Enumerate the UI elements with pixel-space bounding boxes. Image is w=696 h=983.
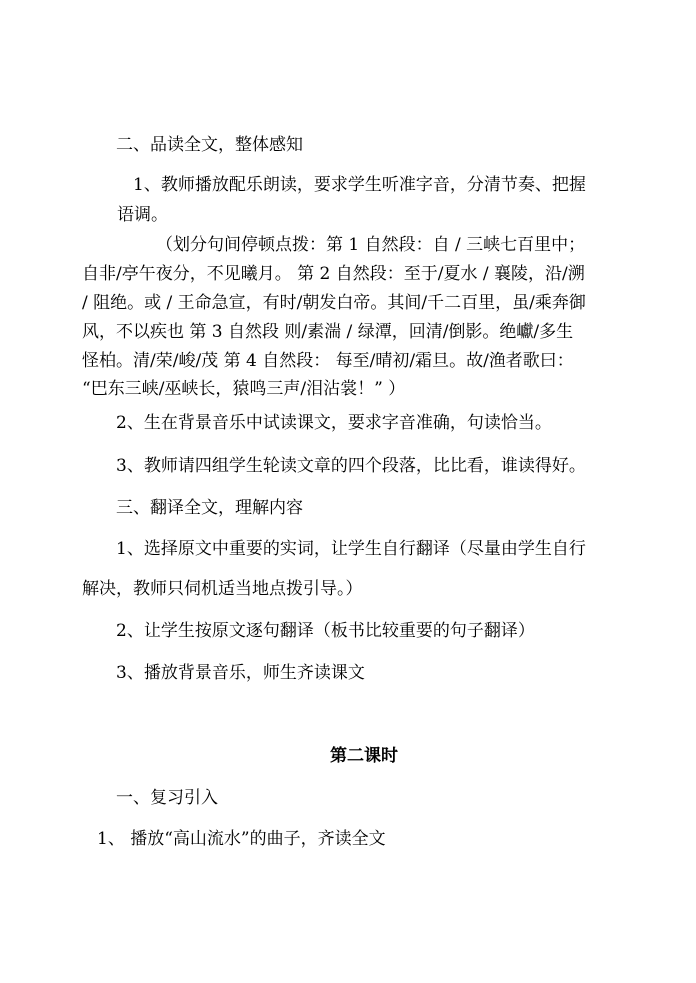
pause-note-line-3: / 阻绝。或 / 王命急宣，有时/朝发白帝。其间/千二百里，虽/乘奔御 bbox=[82, 293, 586, 313]
translate-step-1-line-2: 解决，教师只伺机适当地点拨引导。） bbox=[82, 579, 363, 599]
translate-step-2: 2、让学生按原文逐句翻译（板书比较重要的句子翻译） bbox=[116, 621, 535, 641]
section-heading-review: 一、复习引入 bbox=[116, 788, 218, 808]
pause-note-line-4: 风，不以疾也 第 3 自然段 则/素湍 / 绿潭，回清/倒影。绝巘/多生 bbox=[82, 322, 574, 342]
step-1-line-2: 语调。 bbox=[117, 205, 168, 225]
step-3: 3、教师请四组学生轮读文章的四个段落，比比看，谁读得好。 bbox=[116, 456, 586, 476]
translate-step-1-line-1: 1、选择原文中重要的实词，让学生自行翻译（尽量由学生自行 bbox=[116, 539, 586, 559]
lesson-two-title: 第二课时 bbox=[330, 746, 398, 766]
section-heading-3: 三、翻译全文，理解内容 bbox=[116, 498, 303, 518]
step-2: 2、生在背景音乐中试读课文，要求字音准确，句读恰当。 bbox=[116, 413, 552, 433]
pause-note-line-5: 怪柏。清/荣/峻/茂 第 4 自然段： 每至/晴初/霜旦。故/渔者歌曰： bbox=[82, 351, 574, 371]
review-step-1: 1、 播放“高山流水”的曲子，齐读全文 bbox=[97, 829, 386, 849]
pause-note-line-1: （划分句间停顿点拨：第 1 自然段：自 / 三峡七百里中； bbox=[156, 235, 586, 255]
translate-step-3: 3、播放背景音乐，师生齐读课文 bbox=[116, 663, 365, 683]
step-1-line-1: 1、教师播放配乐朗读，要求学生听准字音，分清节奏、把握 bbox=[133, 175, 586, 195]
section-heading-2: 二、品读全文，整体感知 bbox=[116, 135, 303, 155]
pause-note-line-6: “巴东三峡/巫峡长，猿鸣三声/泪沾裳！” ） bbox=[82, 379, 406, 399]
pause-note-line-2: 自非/亭午夜分，不见曦月。 第 2 自然段：至于/夏水 / 襄陵，沿/溯 bbox=[82, 264, 585, 284]
